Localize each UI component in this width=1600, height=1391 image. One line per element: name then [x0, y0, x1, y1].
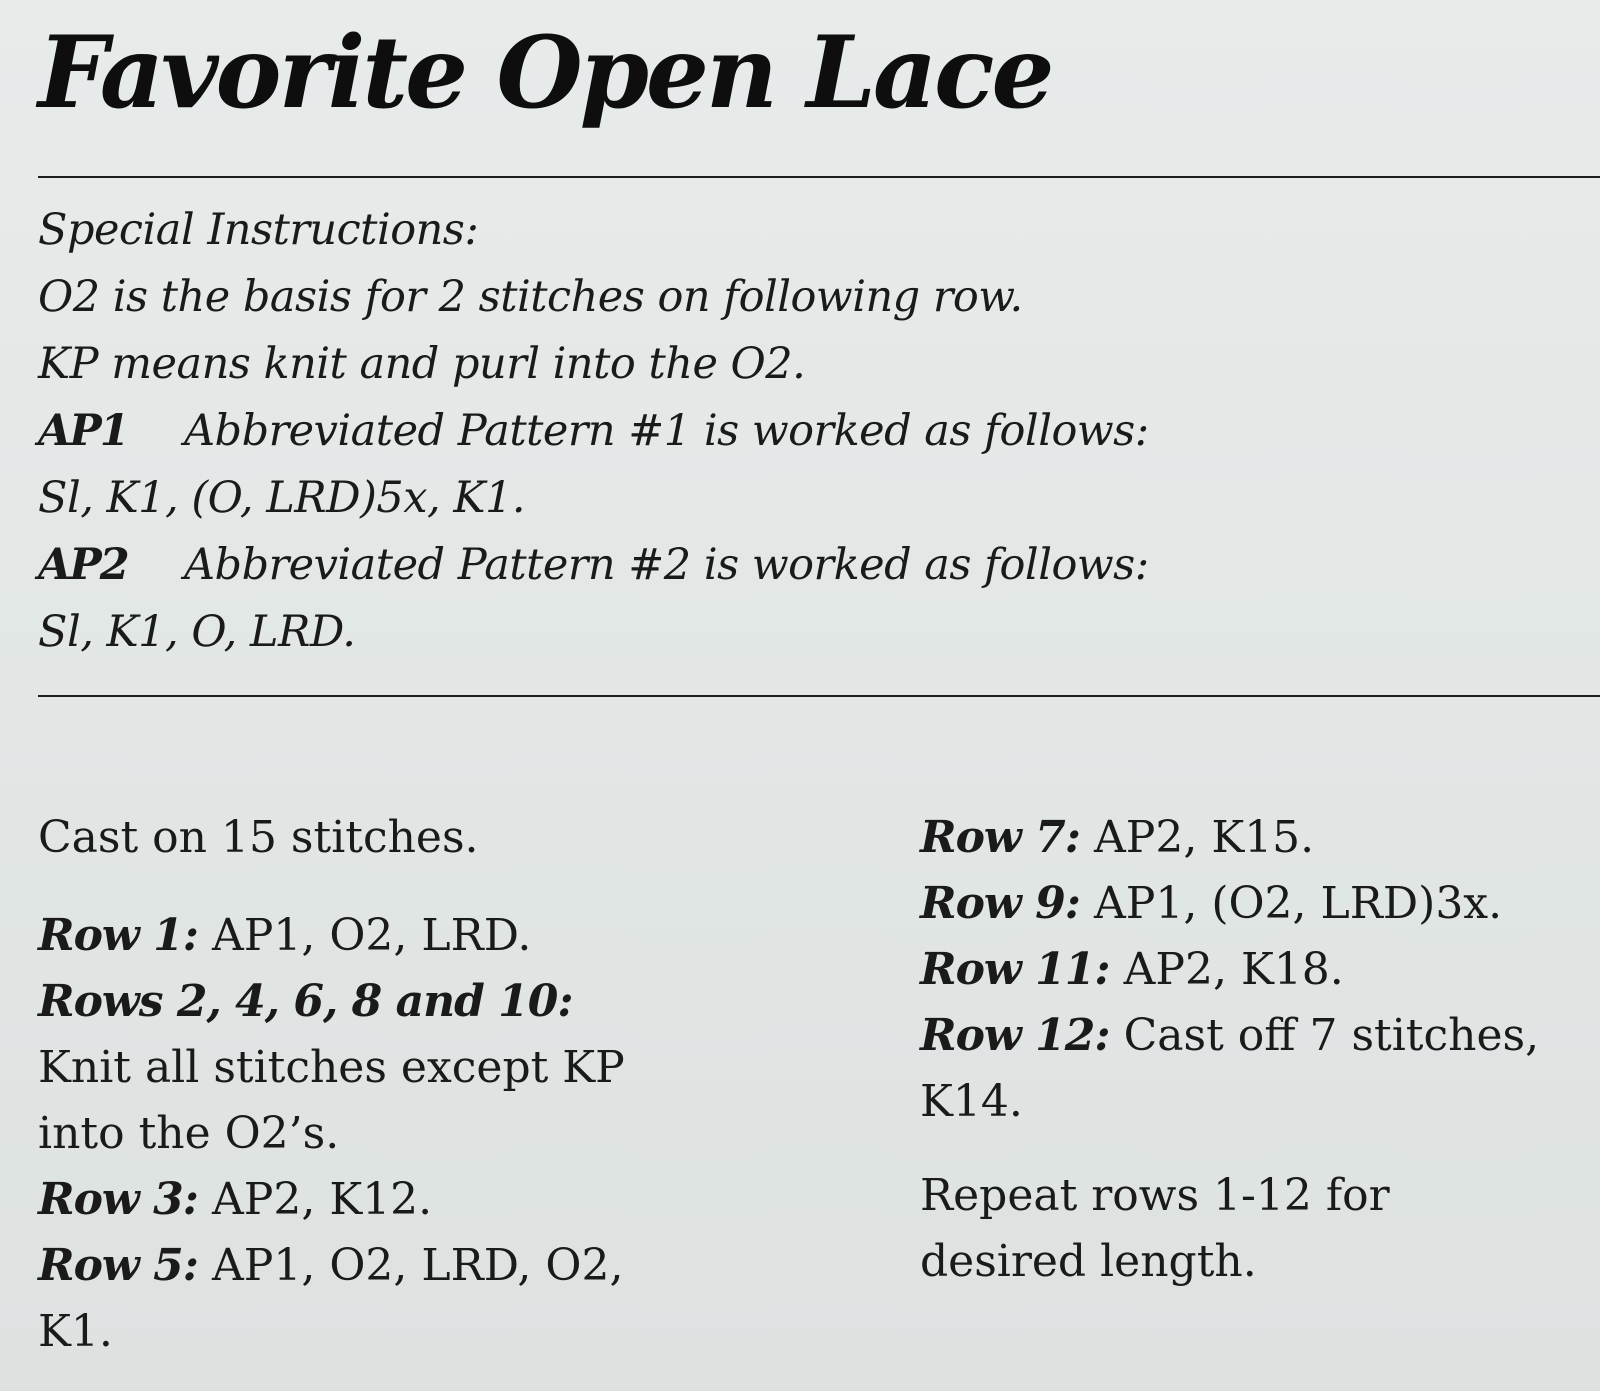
o2-note: O2 is the basis for 2 stitches on following row.: [38, 272, 1023, 322]
row-12-text-1: Cast off 7 stitches,: [1123, 1010, 1540, 1061]
row-12-label: Row 12:: [920, 1010, 1110, 1061]
row-5-text-1: AP1, O2, LRD, O2,: [211, 1240, 624, 1291]
kp-note: KP means knit and purl into the O2.: [38, 339, 806, 389]
repeat-instruction-1: Repeat rows 1-12 for: [920, 1170, 1390, 1221]
special-instructions: [38, 198, 1558, 667]
top-divider: [38, 176, 1600, 178]
row-1-text: AP1, O2, LRD.: [211, 910, 532, 961]
repeat-instruction-2: desired length.: [920, 1236, 1257, 1287]
ap1-definition: [38, 399, 1558, 466]
rows-even-text-1: Knit all stitches except KP: [38, 1042, 625, 1093]
instructions-right-column: [920, 805, 1600, 1295]
row-9-label: Row 9:: [920, 878, 1080, 929]
row-11-label: Row 11:: [920, 944, 1110, 995]
page-title: Favorite Open Lace: [38, 15, 1052, 131]
row-11-text: AP2, K18.: [1123, 944, 1344, 995]
row-5-text-2: K1.: [38, 1306, 113, 1357]
row-12-text-2: K14.: [920, 1076, 1023, 1127]
ap1-description: Abbreviated Pattern #1 is worked as follows:: [184, 406, 1149, 456]
rows-even-label: Rows 2, 4, 6, 8 and 10:: [38, 976, 573, 1027]
cast-on-instruction: Cast on 15 stitches.: [38, 812, 479, 863]
row-7-label: Row 7:: [920, 812, 1080, 863]
row-12-instruction: [920, 1003, 1600, 1069]
ap2-definition: [38, 533, 1558, 600]
ap1-key: AP1: [38, 406, 128, 456]
row-11-instruction: [920, 937, 1600, 1003]
row-3-instruction: [38, 1167, 718, 1233]
row-1-instruction: [38, 903, 718, 969]
row-9-text: AP1, (O2, LRD)3x.: [1093, 878, 1503, 929]
instructions-left-column: [38, 805, 718, 1365]
row-5-label: Row 5:: [38, 1240, 198, 1291]
row-7-instruction: [920, 805, 1600, 871]
row-5-instruction: [38, 1233, 718, 1299]
special-instructions-heading: Special Instructions:: [38, 205, 479, 255]
ap1-steps: Sl, K1, (O, LRD)5x, K1.: [38, 473, 525, 523]
rows-even-text-2: into the O2’s.: [38, 1108, 340, 1159]
bottom-divider: [38, 695, 1600, 697]
row-3-label: Row 3:: [38, 1174, 198, 1225]
ap2-key: AP2: [38, 540, 128, 590]
row-1-label: Row 1:: [38, 910, 198, 961]
row-3-text: AP2, K12.: [211, 1174, 433, 1225]
ap2-description: Abbreviated Pattern #2 is worked as follows:: [184, 540, 1149, 590]
ap2-steps: Sl, K1, O, LRD.: [38, 607, 356, 657]
row-7-text: AP2, K15.: [1093, 812, 1315, 863]
row-9-instruction: [920, 871, 1600, 937]
